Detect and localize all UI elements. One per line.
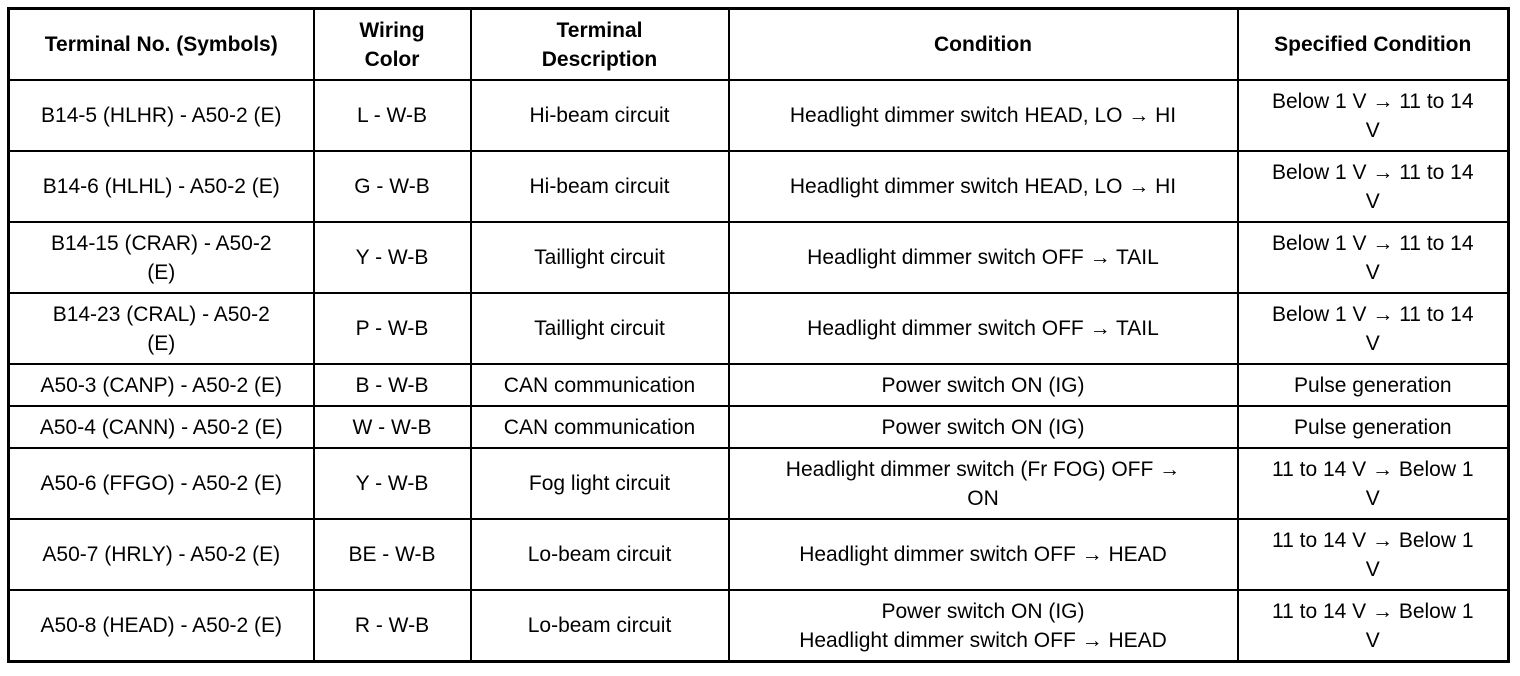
specified-condition-cell: Below 1 V → 11 to 14 V [1238,80,1509,151]
table-row [9,406,1509,448]
table-row [9,448,1509,519]
terminal-description-cell: CAN communication [471,406,729,448]
table-row [9,80,1509,151]
terminal-description-cell: Hi-beam circuit [471,151,729,222]
header-terminal-description: Terminal Description [471,9,729,81]
specified-condition-cell: Below 1 V → 11 to 14 V [1238,222,1509,293]
terminal-description-cell: CAN communication [471,364,729,406]
specified-condition-cell: 11 to 14 V → Below 1 V [1238,590,1509,662]
condition-cell: Power switch ON (IG) Headlight dimmer switch OFF → HEAD [729,590,1238,662]
header-specified-condition: Specified Condition [1238,9,1509,81]
condition-cell: Headlight dimmer switch HEAD, LO → HI [729,80,1238,151]
terminal-no-cell: A50-8 (HEAD) - A50-2 (E) [9,590,314,662]
wiring-color-cell: BE - W-B [314,519,471,590]
specified-condition-cell: Pulse generation [1238,406,1509,448]
table-row [9,293,1509,364]
condition-cell: Power switch ON (IG) [729,406,1238,448]
condition-cell: Headlight dimmer switch OFF → TAIL [729,293,1238,364]
terminal-description-cell: Hi-beam circuit [471,80,729,151]
wiring-color-cell: R - W-B [314,590,471,662]
terminal-description-cell: Taillight circuit [471,293,729,364]
specified-condition-cell: Below 1 V → 11 to 14 V [1238,151,1509,222]
terminal-spec-table [7,7,1510,663]
specified-condition-cell: 11 to 14 V → Below 1 V [1238,519,1509,590]
terminal-no-cell: A50-3 (CANP) - A50-2 (E) [9,364,314,406]
specified-condition-cell: 11 to 14 V → Below 1 V [1238,448,1509,519]
terminal-no-cell: B14-6 (HLHL) - A50-2 (E) [9,151,314,222]
terminal-no-cell: A50-7 (HRLY) - A50-2 (E) [9,519,314,590]
terminal-description-cell: Lo-beam circuit [471,519,729,590]
wiring-color-cell: L - W-B [314,80,471,151]
terminal-description-cell: Taillight circuit [471,222,729,293]
condition-cell: Headlight dimmer switch HEAD, LO → HI [729,151,1238,222]
terminal-no-cell: A50-4 (CANN) - A50-2 (E) [9,406,314,448]
wiring-color-cell: B - W-B [314,364,471,406]
specified-condition-cell: Below 1 V → 11 to 14 V [1238,293,1509,364]
condition-cell: Headlight dimmer switch OFF → HEAD [729,519,1238,590]
table-row [9,222,1509,293]
wiring-color-cell: W - W-B [314,406,471,448]
terminal-description-cell: Lo-beam circuit [471,590,729,662]
header-terminal-no: Terminal No. (Symbols) [9,9,314,81]
wiring-color-cell: Y - W-B [314,448,471,519]
header-condition: Condition [729,9,1238,81]
table-row [9,519,1509,590]
terminal-description-cell: Fog light circuit [471,448,729,519]
wiring-color-cell: Y - W-B [314,222,471,293]
terminal-no-cell: B14-5 (HLHR) - A50-2 (E) [9,80,314,151]
wiring-color-cell: P - W-B [314,293,471,364]
condition-cell: Headlight dimmer switch OFF → TAIL [729,222,1238,293]
terminal-no-cell: A50-6 (FFGO) - A50-2 (E) [9,448,314,519]
header-wiring-color: Wiring Color [314,9,471,81]
terminal-no-cell: B14-15 (CRAR) - A50-2 (E) [9,222,314,293]
condition-cell: Headlight dimmer switch (Fr FOG) OFF → ON [729,448,1238,519]
specified-condition-cell: Pulse generation [1238,364,1509,406]
table-row [9,364,1509,406]
table-header-row [9,9,1509,81]
condition-cell: Power switch ON (IG) [729,364,1238,406]
table-row [9,590,1509,662]
terminal-no-cell: B14-23 (CRAL) - A50-2 (E) [9,293,314,364]
wiring-color-cell: G - W-B [314,151,471,222]
table-row [9,151,1509,222]
